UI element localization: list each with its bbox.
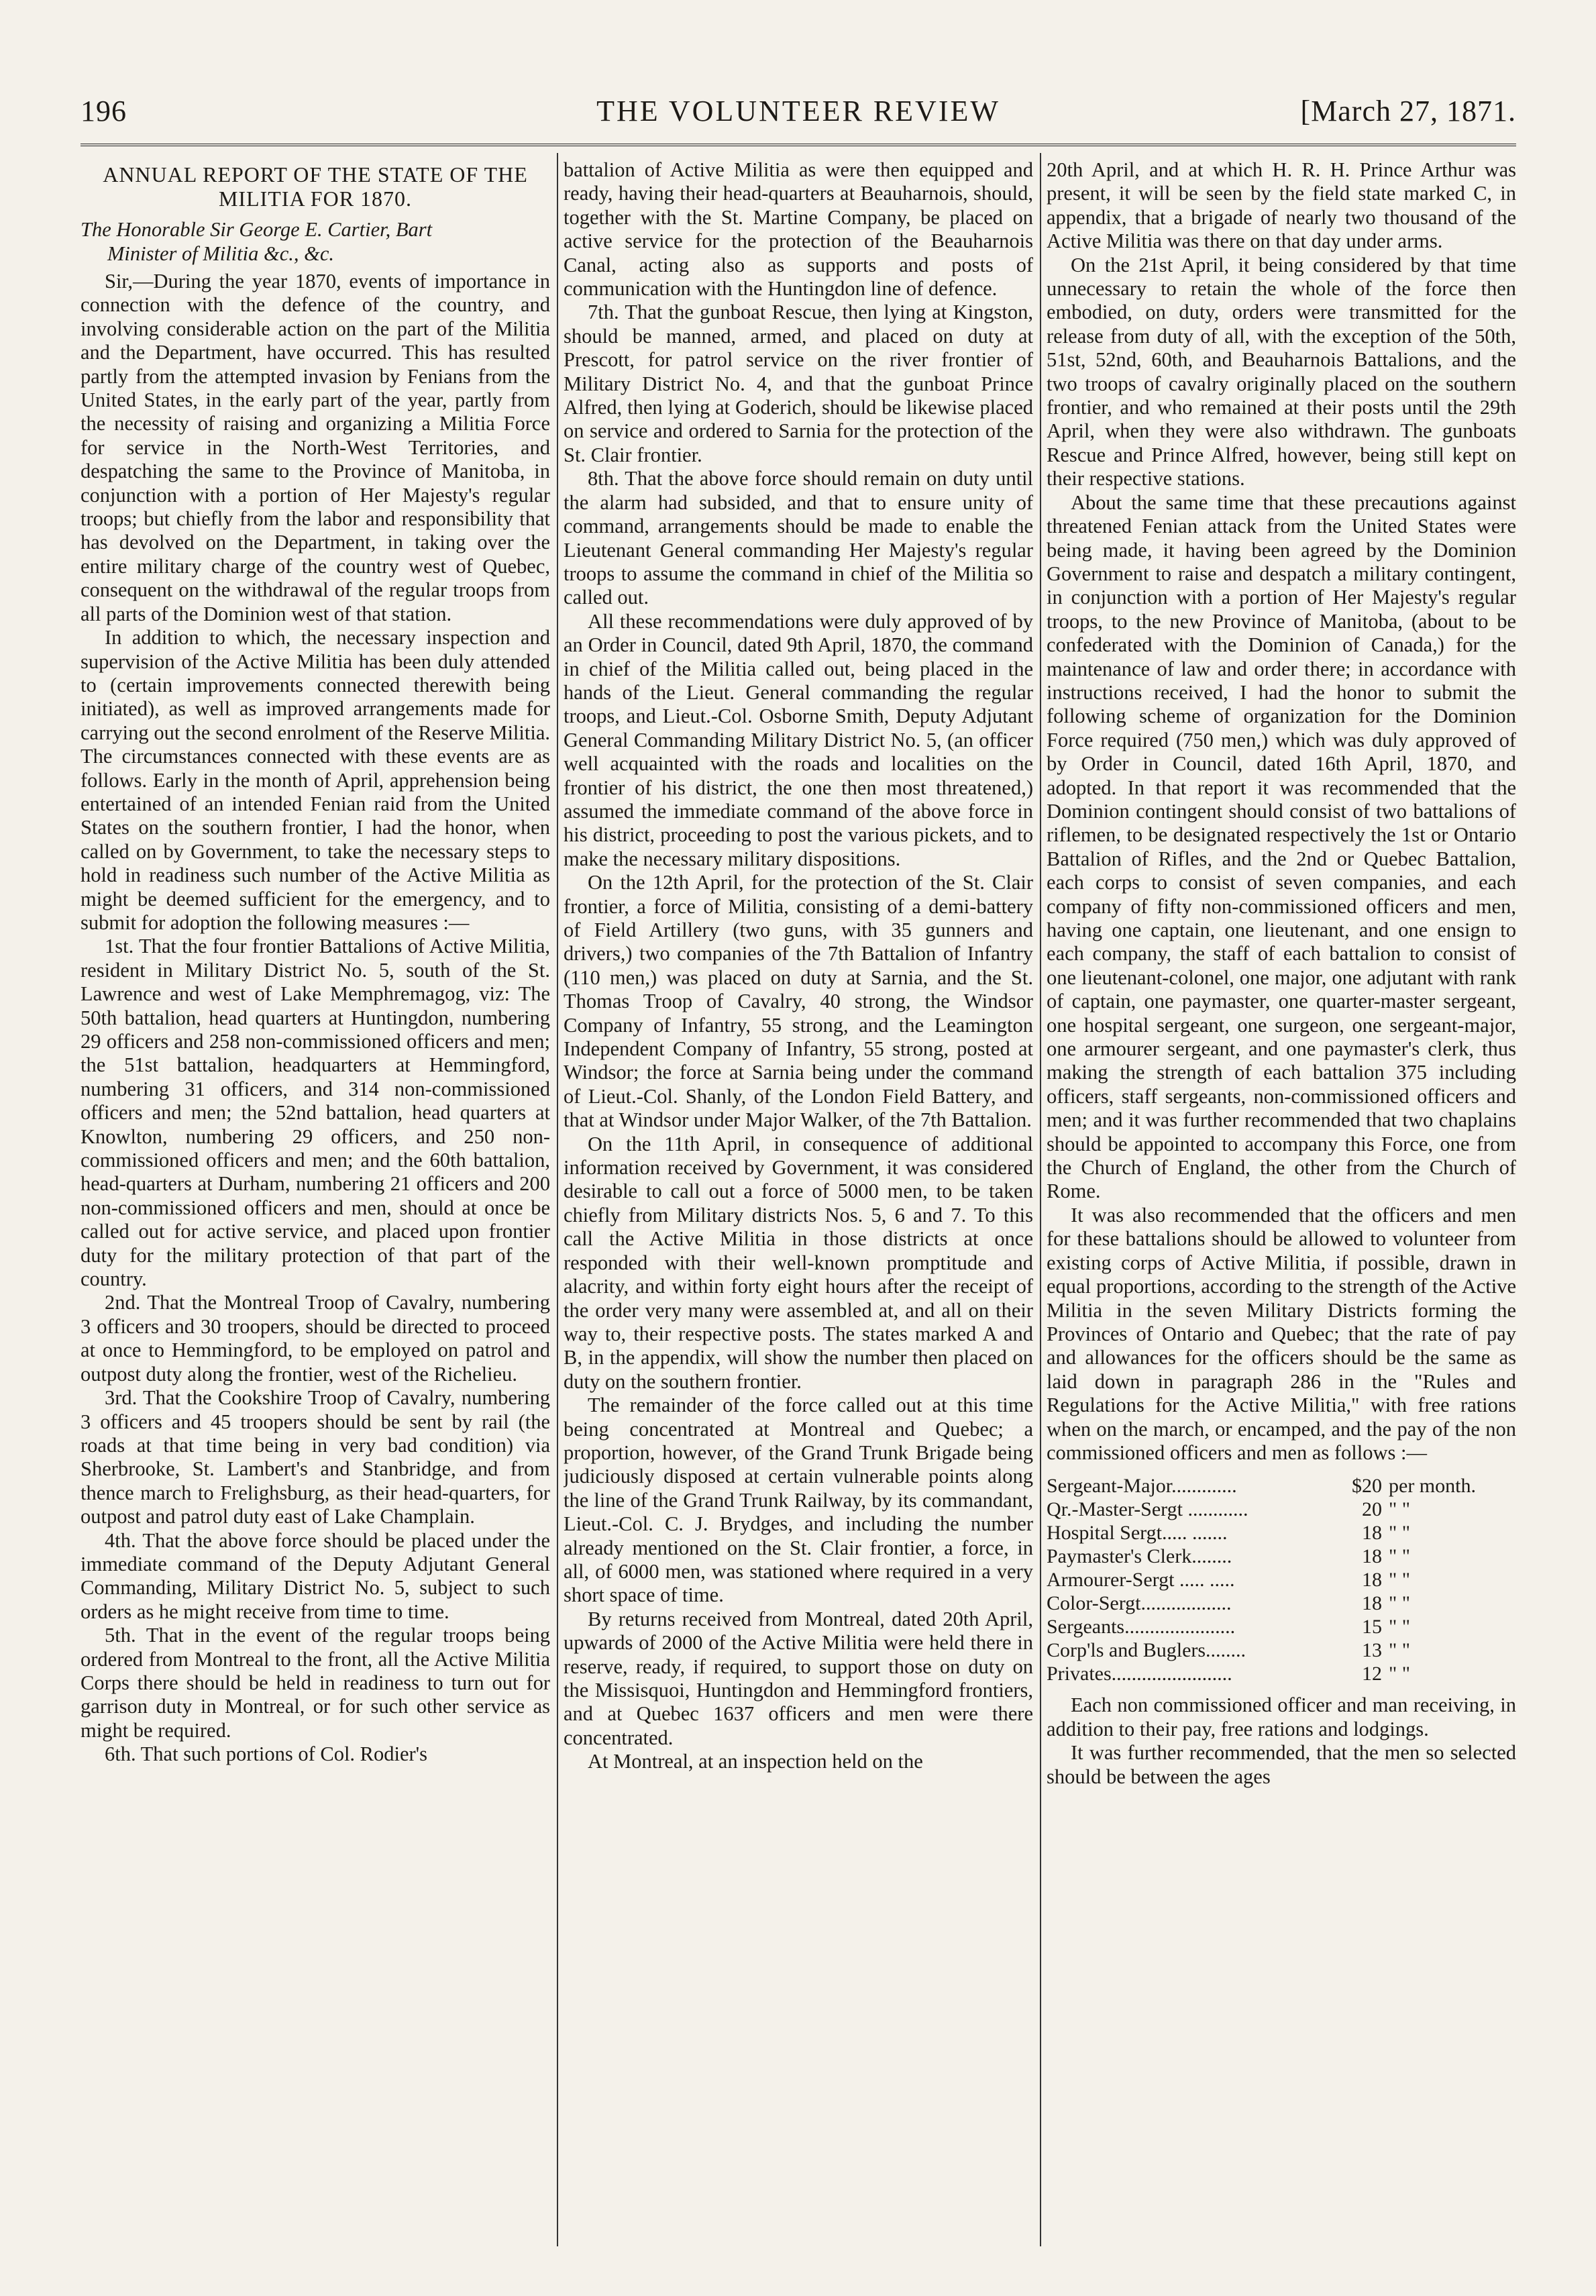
paragraph: In addition to which, the necessary inspection and supervision of the Active Militia has been duly attended to (certain improvements connected therewith being initiated), as well as improved arrangements made for carrying out the second enrolment of the Reserve Militia. The circumstances connected with these events are as follows. Early in the month of April, apprehension being entertained of an intended Fenian raid from the United States on the southern frontier, I had the honor, when called on by Government, to take the necessary steps to hold in readiness such number of the Active Militia as might be deemed sufficient for the emergency, and to submit for adoption the following measures :— <box>81 626 550 934</box>
pay-rank: Sergeant-Major............. <box>1047 1475 1237 1498</box>
pay-row <box>1047 1615 1516 1638</box>
pay-amount: 12 <box>1362 1663 1382 1685</box>
pay-amount: 15 <box>1362 1616 1382 1638</box>
column-2 <box>564 158 1033 2272</box>
paragraph: On the 21st April, it being considered by that time unnecessary to retain the whole of the force then embodied, on duty, orders were transmitted for the release from duty of all, with the exception of the 50th, 51st, 52nd, 60th, and Beauharnois Battalions, and the two troops of cavalry originally placed on the southern frontier, and who remained at their posts until the 29th April, when they were also withdrawn. The gunboats Rescue and Prince Alfred, however, being still kept on their respective stations. <box>1047 253 1516 490</box>
paragraph: The remainder of the force called out at this time being concentrated at Montreal and Quebec; a proportion, however, of the Grand Trunk Brigade being judiciously disposed at certain vulnerable points along the line of the Grand Trunk Railway, by its commandant, Lieut.-Col. C. J. Brydges, and including the number already mentioned on the St. Clair frontier, a force, in all, of 6000 men, was stationed where required in a very short space of time. <box>564 1394 1033 1607</box>
pay-amount: 20 <box>1362 1498 1382 1521</box>
pay-table <box>1047 1474 1516 1685</box>
pay-rank: Qr.-Master-Sergt ............ <box>1047 1498 1248 1521</box>
pay-row <box>1047 1498 1516 1521</box>
pay-amount: 18 <box>1362 1545 1382 1568</box>
pay-row <box>1047 1474 1516 1498</box>
article-title: ANNUAL REPORT OF THE STATE OF THE MILITIA FOR 1870. <box>103 162 528 211</box>
header-rule <box>81 144 1516 146</box>
pay-row <box>1047 1591 1516 1615</box>
pay-amount: 13 <box>1362 1639 1382 1662</box>
issue-date: [March 27, 1871. <box>1300 95 1516 127</box>
paragraph: 7th. That the gunboat Rescue, then lying at Kingston, should be manned, armed, and placed on duty at Prescott, for patrol service on the river frontier of Military District No. 4, and that the gunboat Prince Alfred, then lying at Goderich, should be likewise placed on service and ordered to Sarnia for the protection of the St. Clair frontier. <box>564 301 1033 466</box>
pay-row <box>1047 1568 1516 1591</box>
pay-unit: per month. <box>1389 1475 1476 1498</box>
paragraph: Sir,—During the year 1870, events of importance in connection with the defence of the country, and involving considerable action on the part of the Militia and the Department, have occurred. This has resulted partly from the attempted invasion by Fenians from the United States, in the early part of the year, partly from the necessity of raising and organizing a Militia Force for service in the North-West Territories, and despatching the same to the Province of Manitoba, in conjunction with a portion of Her Majesty's regular troops; but chiefly from the labor and responsibility that has devolved on the Department, in taking over the entire military charge of the country west of Quebec, consequent on the withdrawal of the regular troops from all parts of the Dominion west of that station. <box>81 270 550 625</box>
pay-amount: 18 <box>1362 1569 1382 1591</box>
paragraph: 5th. That in the event of the regular troops being ordered from Montreal to the front, all the Active Militia Corps there should be held in readiness to turn out for garrison duty in Montreal, or for such other service as might be required. <box>81 1624 550 1742</box>
paragraph: It was further recommended, that the men so selected should be between the ages <box>1047 1741 1516 1788</box>
page-header <box>81 86 1516 140</box>
paragraph: 2nd. That the Montreal Troop of Cavalry, numbering 3 officers and 30 troopers, should be directed to proceed at once to Hemmingford, to be employed on patrol and outpost duty along the frontier, west of the Richelieu. <box>81 1291 550 1386</box>
address-line-2: Minister of Militia &c., &c. <box>107 242 335 265</box>
pay-rank: Corp'ls and Buglers........ <box>1047 1639 1246 1662</box>
paragraph: Each non commissioned officer and man receiving, in addition to their pay, free rations and lodgings. <box>1047 1693 1516 1740</box>
publication-title: THE VOLUNTEER REVIEW <box>596 95 1000 127</box>
paragraph: At Montreal, at an inspection held on the <box>588 1750 923 1773</box>
pay-unit: " " <box>1389 1545 1410 1568</box>
pay-row <box>1047 1662 1516 1685</box>
paragraph: 20th April, and at which H. R. H. Prince Arthur was present, it will be seen by the field state marked C, in appendix, that a brigade of nearly two thousand of the Active Militia was there on that day under arms. <box>1047 158 1516 253</box>
paragraph: 8th. That the above force should remain on duty until the alarm had subsided, and that to ensure unity of command, arrangements should be made to enable the Lieutenant General commanding Her Majesty's regular troops to assume the command in chief of the Militia so called out. <box>564 467 1033 609</box>
paragraph: It was also recommended that the officers and men for these battalions should be allowed to volunteer from existing corps of Active Militia, if possible, drawn in equal proportions, according to the strength of the Active Militia in the seven Military Districts forming the Provinces of Ontario and Quebec; that the rate of pay and allowances for the officers should be the same as laid down in paragraph 286 in the "Rules and Regulations for the Active Militia," with free rations when on the march, or encamped, and the pay of the non commissioned officers and men as follows :— <box>1047 1203 1516 1464</box>
paragraph: 3rd. That the Cookshire Troop of Cavalry, numbering 3 officers and 45 troopers should be sent by rail (the roads at that time being in very bad condition) via Sherbrooke, St. Lambert's and Stanbridge, and from thence march to Frelighsburg, as their head-quarters, for outpost and patrol duty east of Lake Champlain. <box>81 1386 550 1528</box>
pay-row <box>1047 1545 1516 1568</box>
pay-row <box>1047 1521 1516 1545</box>
paragraph: 4th. That the above force should be placed under the immediate command of the Deputy Adjutant General Commanding, Military District No. 5, subject to such orders as he might receive from time to time. <box>81 1528 550 1623</box>
pay-row <box>1047 1638 1516 1662</box>
paragraph: On the 12th April, for the protection of the St. Clair frontier, a force of Militia, consisting of a demi-battery of Field Artillery (two guns, with 35 gunners and drivers,) two companies of the 7th Battalion of Infantry (110 men,) was placed on duty at Sarnia, and the St. Thomas Troop of Cavalry, 40 strong, the Windsor Company of Infantry, 55 strong, and the Leamington Independent Company of Infantry, 55 strong, posted at Windsor; the force at Sarnia being under the command of Lieut.-Col. Shanly, of the London Field Battery, and that at Windsor under Major Walker, of the 7th Battalion. <box>564 871 1033 1132</box>
pay-unit: " " <box>1389 1616 1410 1638</box>
column-1 <box>81 158 550 2272</box>
pay-unit: " " <box>1389 1498 1410 1521</box>
pay-unit: " " <box>1389 1663 1410 1685</box>
paragraph: 1st. That the four frontier Battalions of Active Militia, resident in Military District No. 5, south of the St. Lawrence and west of Lake Memphremagog, viz: The 50th battalion, head quarters at Huntingdon, numbering 29 officers and 258 non-commissioned officers and men; the 51st battalion, headquarters at Hemmingford, numbering 31 officers, and 314 non-commissioned officers and men; the 52nd battalion, head quarters at Knowlton, numbering 29 officers, and 250 non-commissioned officers and men; and the 60th battalion, head-quarters at Durham, numbering 21 officers and 200 non-commissioned officers and men, should at once be called out for active service, and placed upon frontier duty for the military protection of that part of the country. <box>81 935 550 1291</box>
paragraph: About the same time that these precautions against threatened Fenian attack from the United States were being made, it having been agreed by the Dominion Government to raise and despatch a military contingent, in conjunction with a portion of Her Majesty's regular troops, to the new Province of Manitoba, (about to be confederated with the Dominion of Canada,) for the maintenance of law and order there; in accordance with instructions received, I had the honor to submit the following scheme of organization for the Dominion Force required (750 men,) which was duly approved of by Order in Council, dated 16th April, 1870, and adopted. In that report it was recommended that the Dominion contingent should consist of two battalions of riflemen, to be designated respectively the 1st or Ontario Battalion of Rifles, and the 2nd or Quebec Battalion, each corps to consist of seven companies, and each company of fifty non-commissioned officers and men, having one captain, one lieutenant, and one ensign to each company, the staff of each battalion to consist of one lieutenant-colonel, one major, one adjutant with rank of captain, one paymaster, one quarter-master sergeant, one hospital sergeant, one surgeon, one sergeant-major, one armourer sergeant, and one paymaster's clerk, thus making the strength of each battalion 375 including officers, staff sergeants, non-commissioned officers and men; and it was further recommended that two chaplains should be appointed to accompany this Force, one from the Church of England, the other from the Church of Rome. <box>1047 490 1516 1203</box>
pay-rank: Privates........................ <box>1047 1663 1232 1685</box>
column-3 <box>1047 158 1516 2272</box>
pay-rank: Sergeants...................... <box>1047 1616 1236 1638</box>
paragraph: On the 11th April, in consequence of additional information received by Government, it was considered desirable to call out a force of 5000 men, to be taken chiefly from Military districts Nos. 5, 6 and 7. To this call the Active Militia in those districts at once responded with their well-known promptitude and alacrity, and within forty eight hours after the receipt of the order very many were assembled at, and all on their way to, their respective posts. The states marked A and B, in the appendix, will show the number then placed on duty on the southern frontier. <box>564 1132 1033 1393</box>
page-number: 196 <box>81 95 127 127</box>
pay-rank: Color-Sergt.................. <box>1047 1592 1232 1615</box>
pay-unit: " " <box>1389 1639 1410 1662</box>
column-divider-2 <box>1040 153 1041 2246</box>
paragraph: By returns received from Montreal, dated 20th April, upwards of 2000 of the Active Militia were held there in reserve, ready, if required, to support those on duty on the Missisquoi, Huntingdon and Hemmingford frontiers, and at Quebec 1637 officers and men were there concentrated. <box>564 1607 1033 1749</box>
pay-unit: " " <box>1389 1569 1410 1591</box>
pay-amount: 18 <box>1362 1522 1382 1545</box>
paragraph: 6th. That such portions of Col. Rodier's <box>105 1742 428 1766</box>
pay-rank: Paymaster's Clerk........ <box>1047 1545 1232 1568</box>
paragraph: All these recommendations were duly approved of by an Order in Council, dated 9th April, 1870, the command in chief of the Militia called out, being placed in the hands of the Lieut. General commanding the regular troops, and Lieut.-Col. Osborne Smith, Deputy Adjutant General Commanding Military District No. 5, (an officer well acquainted with the roads and localities on the frontier of his district, the one then most threatened,) assumed the immediate command of the above force in his district, proceeding to post the various pickets, and to make the necessary military dispositions. <box>564 609 1033 870</box>
pay-amount: 18 <box>1362 1592 1382 1615</box>
pay-unit: " " <box>1389 1592 1410 1615</box>
pay-rank: Armourer-Sergt ..... ..... <box>1047 1569 1235 1591</box>
article-address <box>81 217 550 266</box>
paragraph: battalion of Active Militia as were then equipped and ready, having their head-quarters at Beauharnois, should, together with the St. Martine Company, be placed on active service for the protection of the Beauharnois Canal, acting also as supports and posts of communication with the Huntingdon line of defence. <box>564 158 1033 301</box>
address-line-1: The Honorable Sir George E. Cartier, Bart <box>81 218 433 241</box>
pay-unit: " " <box>1389 1522 1410 1545</box>
pay-rank: Hospital Sergt..... ....... <box>1047 1522 1228 1545</box>
column-divider-1 <box>557 153 558 2246</box>
pay-amount: $20 <box>1352 1475 1382 1498</box>
